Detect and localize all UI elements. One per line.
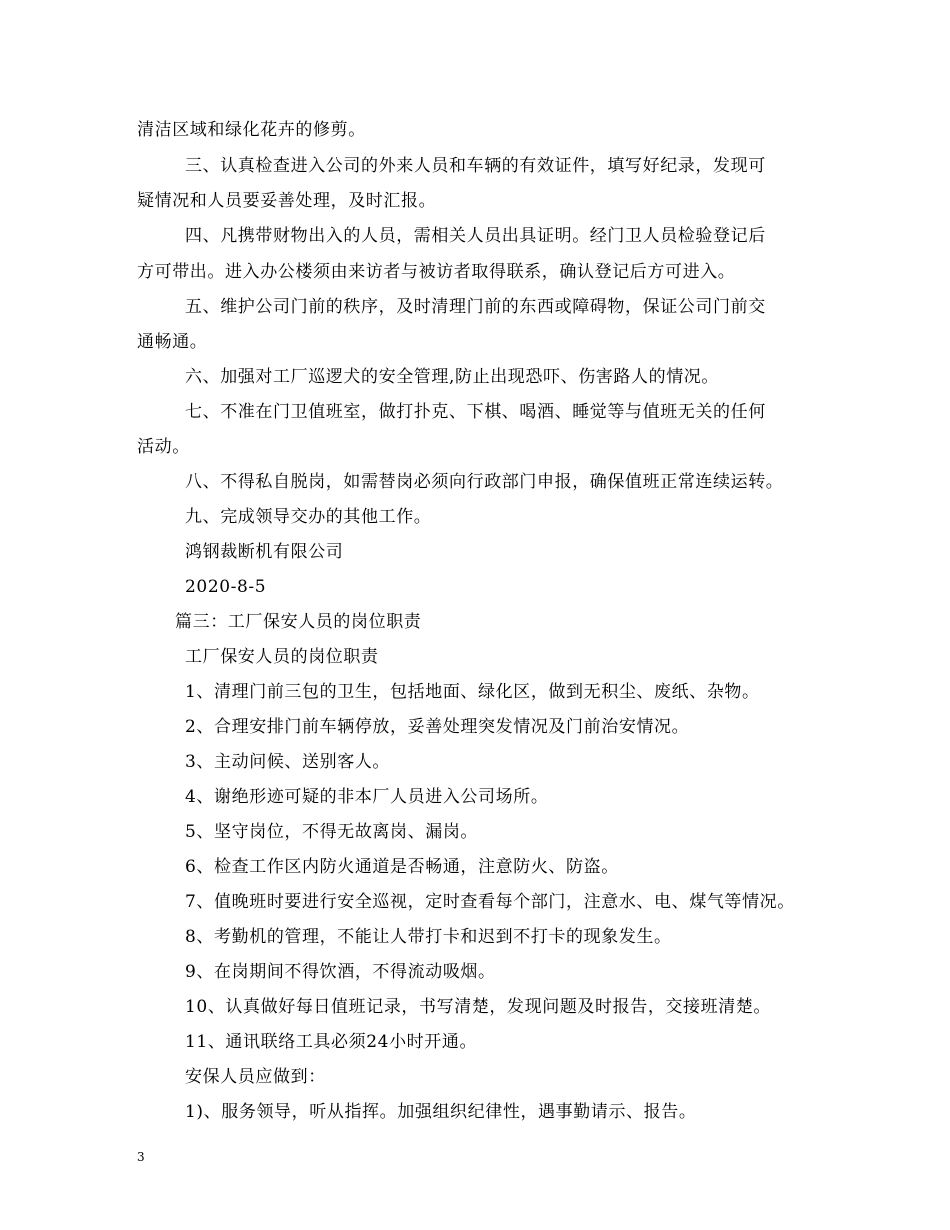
list-item: 10、认真做好每日值班记录，书写清楚，发现问题及时报告，交接班清楚。 <box>185 997 772 1017</box>
page-number: 3 <box>137 1150 145 1164</box>
list-item: 11、通讯联络工具必须24小时开通。 <box>185 1032 478 1052</box>
list-item: 1)、服务领导，听从指挥。加强组织纪律性，遇事勤请示、报告。 <box>185 1102 697 1122</box>
list-item: 9、在岗期间不得饮酒，不得流动吸烟。 <box>185 962 496 982</box>
text-line: 七、不准在门卫值班室，做打扑克、下棋、喝酒、睡觉等与值班无关的任何 <box>185 402 766 422</box>
list-item: 3、主动问候、送别客人。 <box>185 752 391 772</box>
text-line: 五、维护公司门前的秩序，及时清理门前的东西或障碍物，保证公司门前交 <box>185 297 766 317</box>
text-line: 八、不得私自脱岗，如需替岗必须向行政部门申报，确保值班正常连续运转。 <box>185 472 784 492</box>
list-item: 7、值晚班时要进行安全巡视，定时查看每个部门，注意水、电、煤气等情况。 <box>185 892 795 912</box>
list-item: 8、考勤机的管理，不能让人带打卡和迟到不打卡的现象发生。 <box>185 927 672 947</box>
text-line: 活动。 <box>137 437 190 457</box>
subheading: 安保人员应做到： <box>185 1067 326 1087</box>
list-item: 2、合理安排门前车辆停放，妥善处理突发情况及门前治安情况。 <box>185 717 690 737</box>
text-line: 六、加强对工厂巡逻犬的安全管理,防止出现恐吓、伤害路人的情况。 <box>185 367 720 387</box>
text-line: 疑情况和人员要妥善处理，及时汇报。 <box>137 191 437 211</box>
section-heading: 篇三：工厂保安人员的岗位职责 <box>175 612 422 632</box>
list-item: 6、检查工作区内防火通道是否畅通，注意防火、防盗。 <box>185 857 619 877</box>
list-item: 1、清理门前三包的卫生，包括地面、绿化区，做到无积尘、废纸、杂物。 <box>185 682 760 702</box>
document-date: 2020-8-5 <box>185 577 267 597</box>
text-line: 三、认真检查进入公司的外来人员和车辆的有效证件，填写好纪录，发现可 <box>185 156 766 176</box>
company-name: 鸿钢裁断机有限公司 <box>185 542 344 562</box>
text-line: 方可带出。进入办公楼须由来访者与被访者取得联系，确认登记后方可进入。 <box>137 262 736 282</box>
list-item: 4、谢绝形迹可疑的非本厂人员进入公司场所。 <box>185 787 549 807</box>
list-item: 5、坚守岗位，不得无故离岗、漏岗。 <box>185 822 479 842</box>
text-line: 通畅通。 <box>137 332 208 352</box>
section-subtitle: 工厂保安人员的岗位职责 <box>185 647 379 667</box>
text-line: 四、凡携带财物出入的人员，需相关人员出具证明。经门卫人员检验登记后 <box>185 226 766 246</box>
text-line: 清洁区域和绿化花卉的修剪。 <box>137 120 366 140</box>
text-line: 九、完成领导交办的其他工作。 <box>185 507 432 527</box>
